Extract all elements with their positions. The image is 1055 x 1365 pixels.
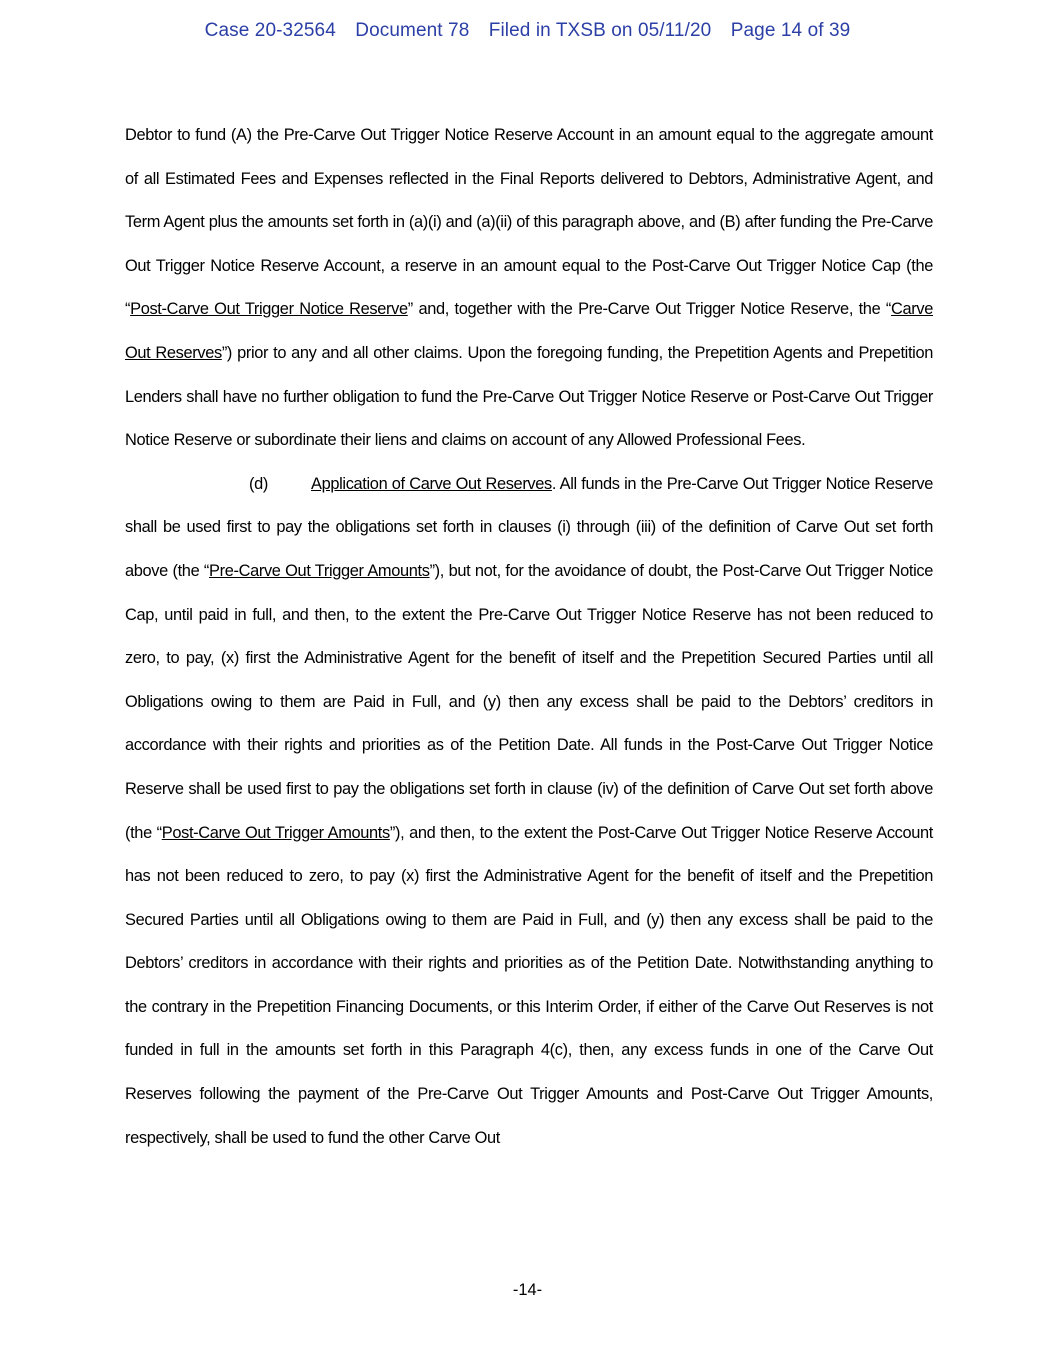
defined-term: Post-Carve Out Trigger Notice Reserve [130, 300, 408, 319]
clause-marker: (d) [249, 474, 268, 493]
paragraph-d: (d) Application of Carve Out Reserves. All funds in the Pre-Carve Out Trigger Notice Reserve shall be used first to pay the obligations set forth in clauses (i) through (iii) of the definition of Carve Out set forth above (the “Pre-Carve Out Trigger Amounts”), but not, for the avoidance of doubt, the Post-Carve Out Trigger Notice Cap, until paid in full, and then, to the extent the Pre-Carve Out Trigger Notice Reserve has not been reduced to zero, to pay, (x) first the Administrative Agent for the benefit of itself and the Prepetition Secured Parties until all Obligations owing to them are Paid in Full, and (y) then any excess shall be paid to the Debtors’ creditors in accordance with their rights and priorities as of the Petition Date. All funds in the Post-Carve Out Trigger Notice Reserve shall be used first to pay the obligations set forth in clause (iv) of the definition of Carve Out set forth above (the “Post-Carve Out Trigger Amounts”), and then, to the extent the Post-Carve Out Trigger Notice Reserve Account has not been reduced to zero, to pay (x) first the Administrative Agent for the benefit of itself and the Prepetition Secured Parties until all Obligations owing to them are Paid in Full, and (y) then any excess shall be paid to the Debtors’ creditors in accordance with their rights and priorities as of the Petition Date. Notwithstanding anything to the contrary in the Prepetition Financing Documents, or this Interim Order, if either of the Carve Out Reserves is not funded in full in the amounts set forth in this Paragraph 4(c), then, any excess funds in one of the Carve Out Reserves following the payment of the Pre-Carve Out Trigger Amounts and Post-Carve Out Trigger Amounts, respectively, shall be used to fund the other Carve Out [125, 463, 933, 1161]
page-indicator: Page 14 of 39 [730, 20, 851, 41]
defined-term: Carve Out Reserves [125, 300, 934, 362]
paragraph-continuation: Debtor to fund (A) the Pre-Carve Out Trigger Notice Reserve Account in an amount equal to the aggregate amount of all Estimated Fees and Expenses reflected in the Final Reports delivered to Debtors, Administrative Agent, and Term Agent plus the amounts set forth in (a)(i) and (a)(ii) of this paragraph above, and (B) after funding the Pre-Carve Out Trigger Notice Reserve Account, a reserve in an amount equal to the Post-Carve Out Trigger Notice Cap (the “Post-Carve Out Trigger Notice Reserve” and, together with the Pre-Carve Out Trigger Notice Reserve, the “Carve Out Reserves”) prior to any and all other claims. Upon the foregoing funding, the Prepetition Agents and Prepetition Lenders shall have no further obligation to fund the Pre-Carve Out Trigger Notice Reserve or Post-Carve Out Trigger Notice Reserve or subordinate their liens and claims on account of any Allowed Professional Fees. [125, 126, 934, 450]
filed-date: Filed in TXSB on 05/11/20 [488, 20, 712, 41]
case-header [0, 20, 1055, 42]
section-heading: Application of Carve Out Reserves [311, 474, 552, 493]
defined-term: Pre-Carve Out Trigger Amounts [209, 561, 430, 580]
case-number: Case 20-32564 [204, 20, 336, 41]
page-number: -14- [512, 1281, 543, 1299]
document-number: Document 78 [355, 20, 470, 41]
document-body [125, 114, 933, 1160]
defined-term: Post-Carve Out Trigger Amounts [161, 823, 390, 842]
